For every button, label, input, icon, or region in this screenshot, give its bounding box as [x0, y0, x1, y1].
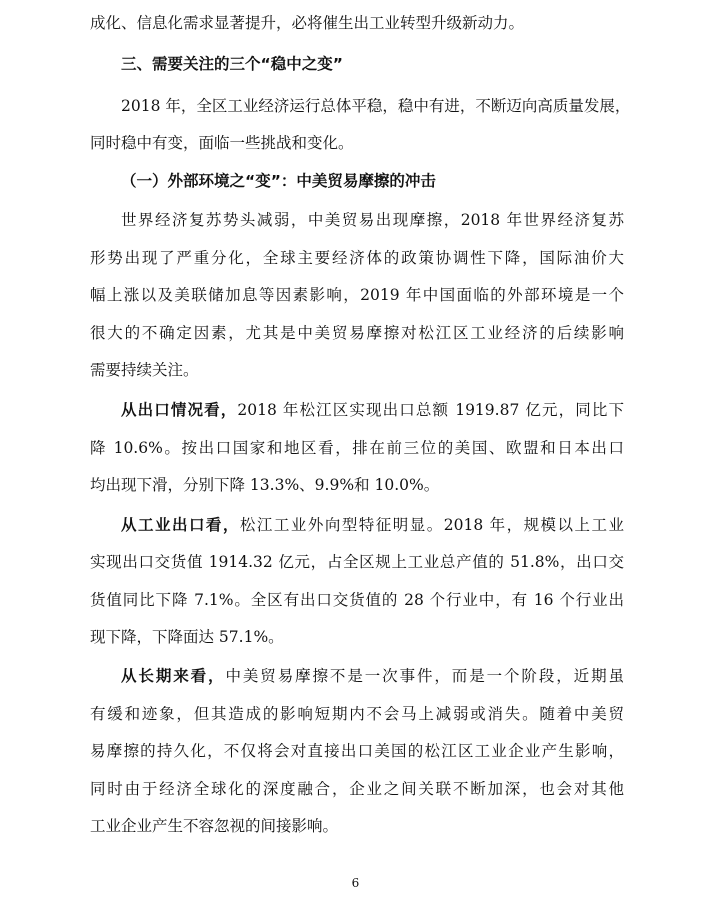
body-text-line: 2018 年，全区工业经济运行总体平稳，稳中有进，不断迈向高质量发展， — [121, 97, 631, 115]
body-text-line: 需要持续关注。 — [90, 361, 199, 379]
body-text-line: 成化、信息化需求显著提升，必将催生出工业转型升级新动力。 — [90, 14, 525, 32]
paragraph-text: 松江工业外向型特征明显。2018 年，规模以上工业 — [239, 516, 624, 534]
section-heading: 三、需要关注的三个“稳中之变” — [121, 55, 343, 73]
body-text-line: 工业企业产生不容忽视的间接影响。 — [90, 817, 339, 835]
body-text-line: 均出现下滑，分别下降 13.3%、9.9%和 10.0%。 — [90, 476, 440, 494]
body-text-line: 现下降，下降面达 57.1%。 — [90, 628, 284, 646]
body-text-line: 同时由于经济全球化的深度融合，企业之间关联不断加深，也会对其他 — [90, 780, 624, 798]
page-number: 6 — [351, 876, 360, 890]
paragraph-text: 中美贸易摩擦不是一次事件，而是一个阶段，近期虽 — [225, 667, 624, 685]
body-text-line: 同时稳中有变，面临一些挑战和变化。 — [90, 134, 354, 152]
paragraph-text: 2018 年松江区实现出口总额 1919.87 亿元，同比下 — [237, 401, 624, 419]
paragraph-lead: 从出口情况看， — [121, 401, 238, 419]
body-text-line: 有缓和迹象，但其造成的影响短期内不会马上减弱或消失。随着中美贸 — [90, 705, 624, 723]
body-text-line: 世界经济复苏势头减弱，中美贸易出现摩擦，2018 年世界经济复苏 — [121, 211, 624, 229]
body-text-line: 幅上涨以及美联储加息等因素影响，2019 年中国面临的外部环境是一个 — [90, 286, 624, 304]
paragraph-lead: 从长期来看， — [121, 667, 226, 685]
body-text-line: 实现出口交货值 1914.32 亿元，占全区规上工业总产值的 51.8%，出口交 — [90, 553, 624, 571]
body-text-line: 很大的不确定因素，尤其是中美贸易摩擦对松江区工业经济的后续影响 — [90, 324, 624, 342]
paragraph-long-term — [121, 665, 624, 687]
body-text-line: 降 10.6%。按出口国家和地区看，排在前三位的美国、欧盟和日本出口 — [90, 439, 624, 457]
paragraph-export-overview — [121, 399, 624, 421]
body-text-line: 形势出现了严重分化，全球主要经济体的政策协调性下降，国际油价大 — [90, 249, 624, 267]
paragraph-lead: 从工业出口看， — [121, 516, 240, 534]
body-text-line: 易摩擦的持久化，不仅将会对直接出口美国的松江区工业企业产生影响， — [90, 742, 624, 760]
paragraph-industrial-export — [121, 514, 624, 536]
subsection-heading: （一）外部环境之“变”：中美贸易摩擦的冲击 — [121, 172, 436, 190]
body-text-line: 货值同比下降 7.1%。全区有出口交货值的 28 个行业中，有 16 个行业出 — [90, 591, 624, 609]
